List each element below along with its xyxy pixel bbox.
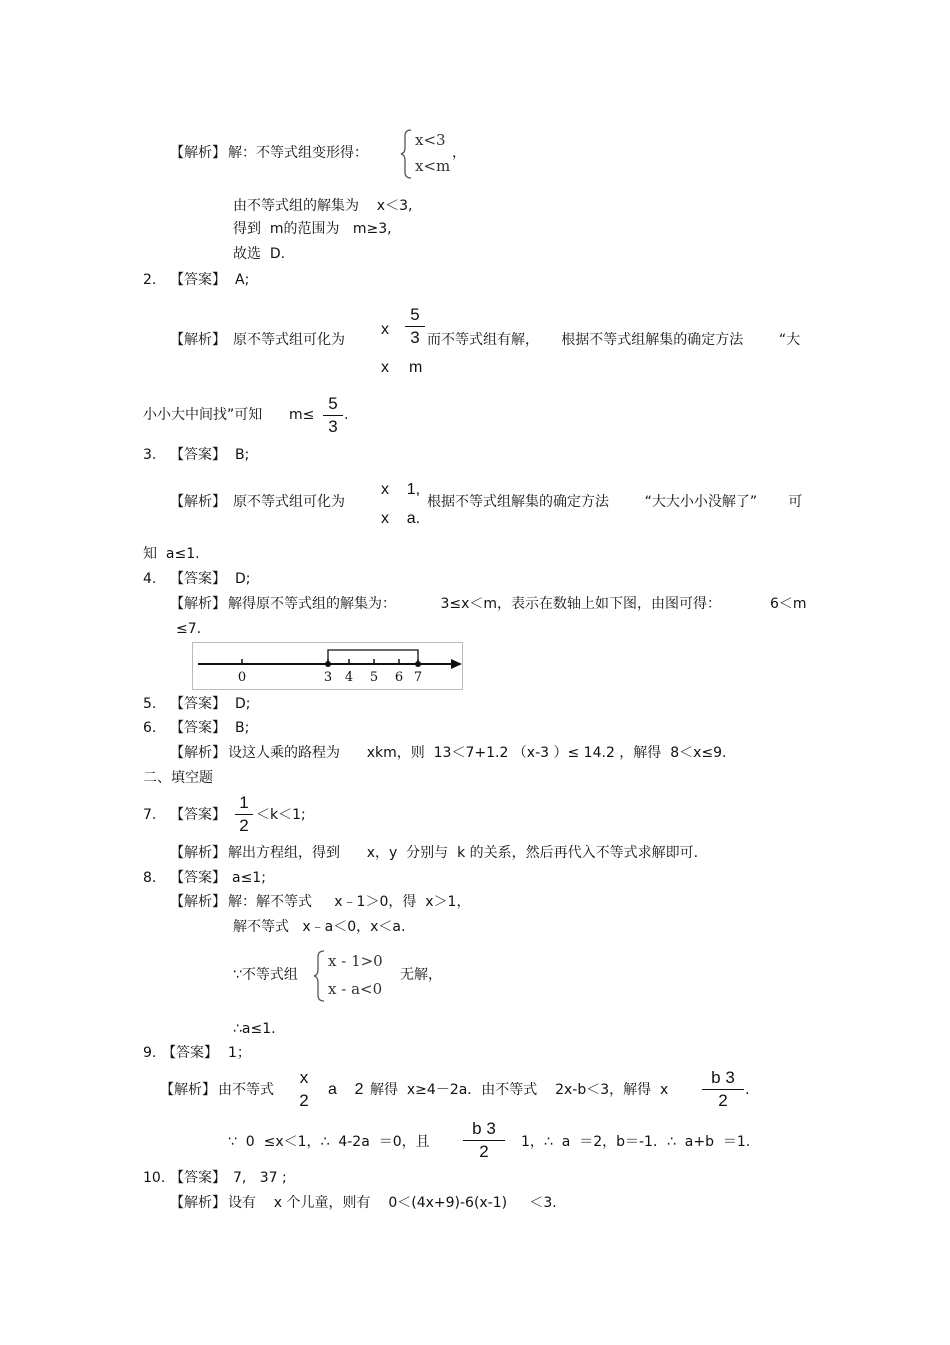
q8-answer: a≤1; — [232, 870, 266, 886]
q10-jiexi-text: 设有 x 个儿童，则有 0＜(4x+9)-6(x-1) ＜3. — [228, 1195, 557, 1211]
tick-label: 6 — [394, 670, 404, 685]
q10-jiexi-label: 【解析】 — [170, 1195, 226, 1211]
q4-jiexi-text2: ≤7. — [176, 621, 202, 637]
q8-jiexi-text2: 解不等式 x﹣a＜0，x＜a. — [233, 919, 406, 935]
q9-f2-den: 2 — [718, 1091, 728, 1110]
q9-fraction-3 — [463, 1119, 505, 1162]
q4-answer: D; — [235, 571, 251, 587]
brace-icon — [400, 128, 414, 180]
q9-line2-a: ∵ 0 ≤x＜1，∴ 4-2a ＝0，且 — [228, 1134, 430, 1150]
q5-num: 5. — [143, 696, 157, 712]
q10-answer-label: 【答案】 — [170, 1170, 226, 1186]
q9-f1-num: x — [299, 1068, 309, 1087]
q2-answer: A; — [235, 272, 250, 288]
number-line-figure — [192, 642, 464, 690]
q2-frac-den: 3 — [410, 328, 420, 347]
q2-line2: 小小大中间找”可知 m≤ — [143, 407, 315, 423]
q9-mid1: a 2 — [328, 1081, 364, 1098]
q3-line2: 知 a≤1. — [143, 546, 200, 562]
q1-line3: 得到 m的范围为 m≥3, — [233, 221, 392, 237]
q3-jiexi-label: 【解析】 — [170, 494, 226, 510]
section-title: 二、填空题 — [143, 770, 213, 786]
q2-line2-num: 5 — [328, 394, 338, 413]
q7-frac-den: 2 — [239, 816, 249, 835]
q7-frac-num: 1 — [239, 793, 249, 812]
q8-because: ∵不等式组 — [233, 967, 298, 983]
q8-sys-line2: x - a<0 — [328, 980, 383, 998]
q8-inequality-system — [313, 949, 403, 1003]
q9-end1: . — [745, 1082, 750, 1098]
tick-label: 0 — [237, 670, 247, 685]
q2-num: 2. — [143, 272, 157, 288]
q7-jiexi-text: 解出方程组，得到 x，y 分别与 k 的关系，然后再代入不等式求解即可. — [228, 845, 699, 861]
q3-sys-row2: x a. — [381, 510, 421, 527]
closed-point-3 — [325, 661, 331, 667]
tick-label: 5 — [369, 670, 379, 685]
q8-jiexi-label: 【解析】 — [170, 894, 226, 910]
q3-sys-row1: x 1, — [381, 481, 421, 498]
q2-frac-num: 5 — [410, 305, 420, 324]
q4-num: 4. — [143, 571, 157, 587]
q9-answer-label: 【答案】 — [162, 1045, 218, 1061]
q9-fraction-2 — [702, 1068, 744, 1111]
tick-label: 3 — [323, 670, 333, 685]
q7-answer-label: 【答案】 — [170, 807, 226, 823]
q9-f2-num: b 3 — [711, 1068, 735, 1087]
q8-jiexi-text1: 解：解不等式 x﹣1＞0，得 x＞1， — [228, 894, 471, 910]
q5-answer: D; — [235, 696, 251, 712]
q8-num: 8. — [143, 870, 157, 886]
q9-answer: 1； — [228, 1045, 251, 1061]
q9-f3-den: 2 — [479, 1142, 489, 1161]
q6-num: 6. — [143, 720, 157, 736]
q9-f1-den: 2 — [299, 1091, 309, 1110]
q1-sys-line2: x<m — [415, 157, 451, 175]
tick-label: 7 — [413, 670, 423, 685]
q9-jiexi-label: 【解析】 — [160, 1082, 216, 1098]
q2-sys-x1: x — [381, 321, 389, 338]
q10-answer: 7, 37 ; — [233, 1170, 287, 1186]
q2-jiexi-label: 【解析】 — [170, 332, 226, 348]
q1-line4: 故选 D. — [233, 246, 286, 262]
q2-line2-den: 3 — [328, 417, 338, 436]
q2-sys-x2: x — [381, 359, 389, 376]
q1-comma: ， — [452, 145, 466, 161]
q7-fraction — [235, 793, 253, 836]
q9-f3-num: b 3 — [472, 1119, 496, 1138]
q9-num: 9. — [143, 1045, 157, 1061]
q5-answer-label: 【答案】 — [170, 696, 226, 712]
q2-answer-label: 【答案】 — [170, 272, 226, 288]
q7-num: 7. — [143, 807, 157, 823]
q6-answer: B; — [235, 720, 250, 736]
q8-sys-line1: x - 1>0 — [328, 952, 383, 970]
q6-jiexi-label: 【解析】 — [170, 745, 226, 761]
point-7 — [415, 661, 421, 667]
q8-answer-label: 【答案】 — [170, 870, 226, 886]
q10-num: 10. — [143, 1170, 166, 1186]
q9-jiexi-text1: 由不等式 — [218, 1082, 274, 1098]
solution-range-bracket — [328, 650, 418, 664]
q3-jiexi-text2: 根据不等式组解集的确定方法 “大大小小没解了” 可 — [427, 494, 803, 510]
q9-jiexi-text2: 解得 x≥4－2a．由不等式 2x-b＜3，解得 x — [370, 1082, 669, 1098]
q3-answer-label: 【答案】 — [170, 447, 226, 463]
q3-jiexi-text1: 原不等式组可化为 — [233, 494, 345, 510]
q1-sys-line1: x<3 — [415, 131, 446, 149]
q1-inequality-system — [400, 128, 460, 180]
q1-line2: 由不等式组的解集为 x＜3, — [233, 198, 413, 214]
tick-label: 4 — [344, 670, 354, 685]
q4-answer-label: 【答案】 — [170, 571, 226, 587]
q9-fraction-1 — [295, 1068, 313, 1111]
q2-fraction-2 — [323, 394, 343, 437]
q8-therefore: ∴a≤1. — [233, 1021, 276, 1037]
q9-line2-b: 1，∴ a ＝2，b＝-1．∴ a+b ＝1. — [521, 1134, 751, 1150]
q3-num: 3. — [143, 447, 157, 463]
q8-wujie: 无解， — [400, 967, 442, 983]
q1-jiexi-label: 【解析】 — [170, 145, 226, 161]
q3-answer: B; — [235, 447, 250, 463]
q2-line2-end: . — [344, 407, 349, 423]
q4-jiexi-text1: 解得原不等式组的解集为： 3≤x＜m，表示在数轴上如下图，由图可得： 6＜m — [228, 596, 807, 612]
q1-jiexi-text: 解：不等式组变形得： — [228, 145, 368, 161]
q2-jiexi-text1: 原不等式组可化为 — [233, 332, 345, 348]
axis-arrow-icon — [451, 659, 462, 669]
q7-answer-rest: ＜k＜1; — [256, 807, 306, 823]
q7-jiexi-label: 【解析】 — [170, 845, 226, 861]
q2-sys-m: m — [409, 359, 423, 376]
q2-fraction — [405, 305, 425, 348]
brace-icon — [313, 949, 327, 1003]
q6-jiexi-text: 设这人乘的路程为 xkm，则 13＜7+1.2 （x-3 ）≤ 14.2 ，解得 8＜x≤9. — [228, 745, 727, 761]
q4-jiexi-label: 【解析】 — [170, 596, 226, 612]
q6-answer-label: 【答案】 — [170, 720, 226, 736]
q2-jiexi-text2: 而不等式组有解， 根据不等式组解集的确定方法 “大 — [427, 332, 801, 348]
